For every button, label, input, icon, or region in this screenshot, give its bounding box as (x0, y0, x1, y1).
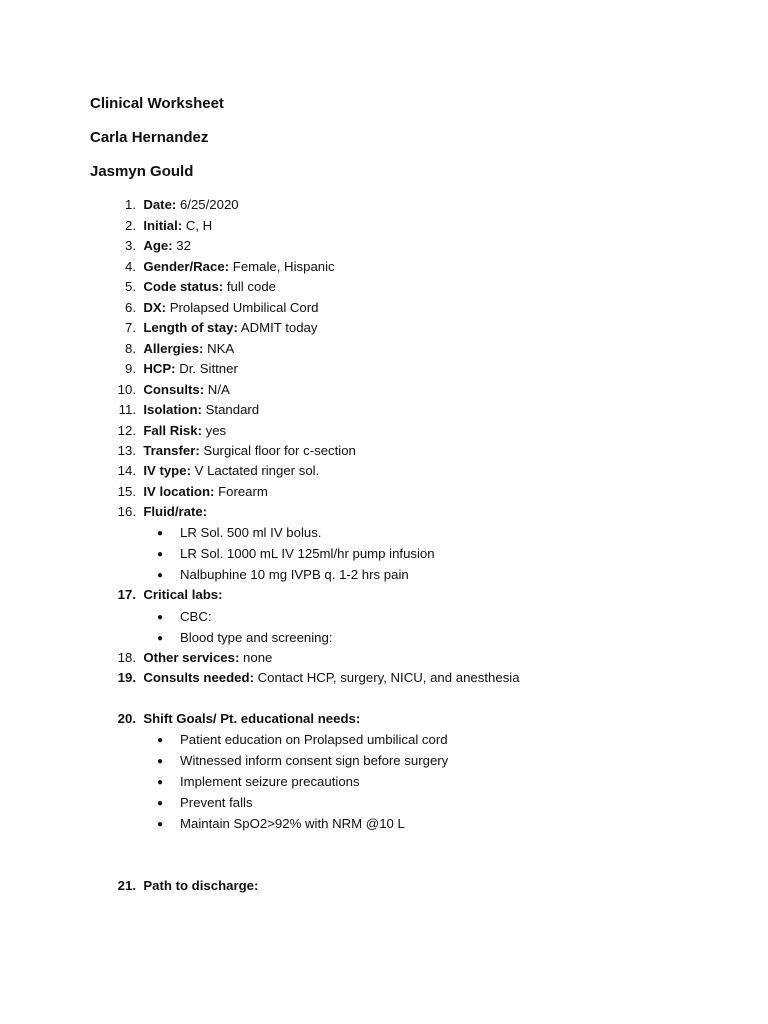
bullet-icon: ● (157, 735, 164, 746)
list-item-fluid-rate: 16. Fluid/rate: (117, 504, 208, 519)
list-item-initial: 2. Initial: C, H (125, 218, 213, 233)
list-item-age: 3. Age: 32 (125, 238, 191, 253)
list-item-consults-needed: 19. Consults needed: Contact HCP, surgery, NICU, and anesthesia (117, 670, 520, 685)
shift-goal-bullet: ● Implement seizure precautions (157, 773, 360, 792)
list-item-consults: 10. Consults: N/A (117, 382, 230, 397)
bullet-icon: ● (157, 570, 164, 581)
list-item-other-services: 18. Other services: none (117, 650, 273, 665)
list-item-shift-goals: 20. Shift Goals/ Pt. educational needs: (117, 711, 361, 726)
list-item-isolation: 11. Isolation: Standard (118, 402, 260, 417)
list-item-path-to-discharge: 21. Path to discharge: (117, 878, 259, 893)
fluid-rate-bullet: ● LR Sol. 1000 mL IV 125ml/hr pump infusion (157, 545, 435, 564)
fluid-rate-bullet: ● LR Sol. 500 ml IV bolus. (157, 524, 321, 543)
bullet-icon: ● (157, 777, 164, 788)
document-title: Clinical Worksheet (90, 95, 224, 112)
bullet-icon: ● (157, 798, 164, 809)
shift-goal-bullet: ● Prevent falls (157, 794, 253, 813)
author-name-2: Jasmyn Gould (90, 163, 194, 180)
bullet-icon: ● (157, 633, 164, 644)
list-item-date: 1. Date: 6/25/2020 (125, 197, 239, 212)
list-item-allergies: 8. Allergies: NKA (125, 341, 235, 356)
bullet-icon: ● (157, 612, 164, 623)
list-item-transfer: 13. Transfer: Surgical floor for c-section (117, 443, 356, 458)
critical-labs-bullet: ● Blood type and screening: (157, 629, 333, 648)
list-item-critical-labs: 17. Critical labs: (117, 587, 223, 602)
list-item-hcp: 9. HCP: Dr. Sittner (125, 361, 238, 376)
bullet-icon: ● (157, 756, 164, 767)
author-name-1: Carla Hernandez (90, 129, 209, 146)
list-item-fall-risk: 12. Fall Risk: yes (117, 423, 227, 438)
list-item-dx: 6. DX: Prolapsed Umbilical Cord (125, 300, 319, 315)
list-item-gender-race: 4. Gender/Race: Female, Hispanic (125, 259, 335, 274)
bullet-icon: ● (157, 549, 164, 560)
bullet-icon: ● (157, 819, 164, 830)
list-item-iv-type: 14. IV type: V Lactated ringer sol. (117, 463, 320, 478)
list-item-code-status: 5. Code status: full code (125, 279, 276, 294)
shift-goal-bullet: ● Maintain SpO2>92% with NRM @10 L (157, 815, 405, 834)
list-item-length-of-stay: 7. Length of stay: ADMIT today (125, 320, 318, 335)
list-item-iv-location: 15. IV location: Forearm (117, 484, 268, 499)
shift-goal-bullet: ● Patient education on Prolapsed umbilical cord (157, 731, 448, 750)
bullet-icon: ● (157, 528, 164, 539)
shift-goal-bullet: ● Witnessed inform consent sign before surgery (157, 752, 448, 771)
fluid-rate-bullet: ● Nalbuphine 10 mg IVPB q. 1-2 hrs pain (157, 566, 409, 585)
critical-labs-bullet: ● CBC: (157, 608, 212, 627)
